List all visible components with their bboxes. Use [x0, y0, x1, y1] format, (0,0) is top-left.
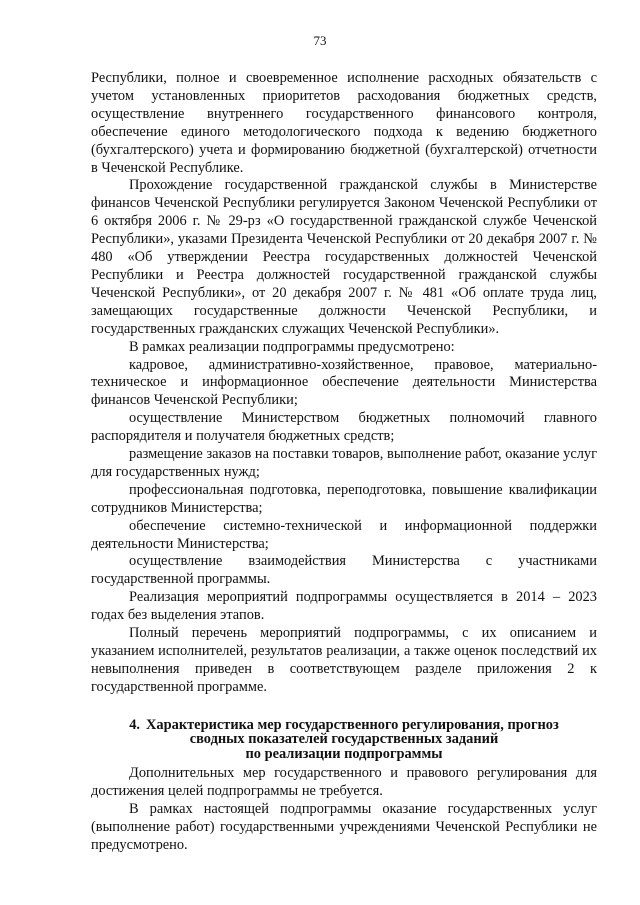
paragraph-provisions-intro: В рамках реализации подпрограммы предусмотрено: [129, 338, 455, 355]
document-body [91, 70, 597, 855]
section-heading-line-3: по реализации подпрограммы [245, 745, 443, 762]
section-heading-line-2: сводных показателей государственных заданий [189, 731, 499, 748]
paragraph-full-list: Полный перечень мероприятий подпрограммы, с их описанием и указанием исполнителей, результатов реализации, а также оценок последствий их невыполнения приведен в соответствующем разделе приложения 2 к государственной программе. [91, 625, 597, 695]
section-heading-line-1 [91, 718, 597, 733]
list-item: обеспечение системно-технической и информационной поддержки деятельности Министерства; [91, 517, 597, 552]
section-number: 4. [129, 716, 141, 733]
list-item: кадровое, административно-хозяйственное, правовое, материально-техническое и информационное обеспечение деятельности Министерства финансов Чеченской Республики; [91, 356, 597, 409]
section-heading [91, 718, 597, 762]
page-number: 73 [313, 33, 327, 48]
list-item: размещение заказов на поставки товаров, выполнение работ, оказание услуг для государственных нужд; [91, 446, 597, 480]
list-item: профессиональная подготовка, переподготовка, повышение квалификации сотрудников Министерства; [91, 481, 597, 516]
paragraph-civil-service: Прохождение государственной гражданской службы в Министерстве финансов Чеченской Республики регулируется Законом Чеченской Республики от 6 октября 2006 г. № 29-рз «О государственной гражданской службе Чеченской Республики», указами Президента Чеченской Республики от 20 декабря 2007 г. № 480 «Об утверждении Реестра государственных должностей Чеченской Республики и Реестра должностей государственной гражданской службы Чеченской Республики», от 20 декабря 2007 г. № 481 «Об оплате труда лиц, замещающих государственные должности Чеченской Республики, и государственных гражданских служащих Чеченской Республики». [91, 177, 597, 337]
paragraph-additional-measures: Дополнительных мер государственного и правового регулирования для достижения целей подпрограммы не требуется. [91, 765, 597, 800]
paragraph-state-services: В рамках настоящей подпрограммы оказание государственных услуг (выполнение работ) государственными учреждениями Чеченской Республики не предусмотрено. [91, 801, 597, 853]
paragraph-continuation: Республики, полное и своевременное исполнение расходных обязательств с учетом установленных приоритетов расходования бюджетных средств, осуществление внутреннего государственного финансового контроля, обеспечение единого методологического подхода к ведению бюджетного (бухгалтерского) учета и формированию бюджетной (бухгалтерской) отчетности в Чеченской Республике. [91, 70, 597, 176]
list-item: осуществление Министерством бюджетных полномочий главного распорядителя и получателя бюджетных средств; [91, 410, 597, 445]
paragraph-implementation-period: Реализация мероприятий подпрограммы осуществляется в 2014 – 2023 годах без выделения этапов. [91, 589, 597, 624]
section-heading-text-1: Характеристика мер государственного регулирования, прогноз [146, 716, 559, 733]
list-item: осуществление взаимодействия Министерства с участниками государственной программы. [91, 553, 597, 588]
